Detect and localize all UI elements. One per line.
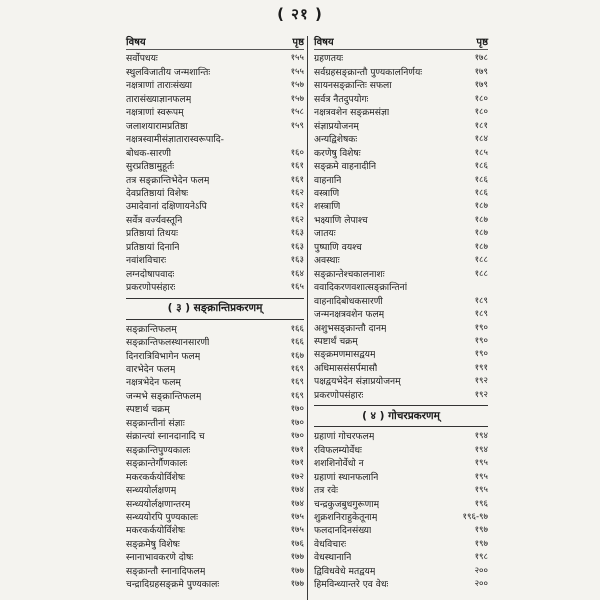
- list-item: [314, 241, 488, 254]
- list-item: [314, 444, 488, 457]
- entry-page: १९०: [474, 335, 488, 346]
- list-item: [314, 348, 488, 361]
- section-heading: ( ४ ) गोचरप्रकरणम्: [314, 405, 488, 427]
- entry-title: उमादेवानां दक्षिणायनेऽपि: [126, 201, 207, 213]
- entry-title: ग्रहाणां गोचरफलम्: [314, 431, 375, 443]
- entry-title: सङ्क्रान्तेश्चकालनाशः: [314, 268, 385, 280]
- entry-page: २००: [474, 579, 488, 590]
- entry-page: १८९: [474, 309, 488, 320]
- list-item: [314, 214, 488, 227]
- list-item: [314, 93, 488, 106]
- list-item: [314, 160, 488, 173]
- list-item: [126, 484, 304, 497]
- entry-title: सुरप्रतिष्ठामुहूर्तः: [126, 161, 175, 173]
- entry-page: १७६: [290, 538, 304, 549]
- entry-page: १७४: [290, 485, 304, 496]
- list-item: [126, 281, 304, 294]
- list-item: [126, 214, 304, 227]
- entry-page: १८९: [474, 295, 488, 306]
- list-item: [126, 106, 304, 119]
- entry-page: १८६: [474, 174, 488, 185]
- entry-title: वाहनानि: [314, 174, 342, 186]
- entry-title: सन्ध्ययोर्लक्षणम्: [126, 485, 177, 497]
- entry-page: १७०: [290, 417, 304, 428]
- entry-page: १६६: [290, 323, 304, 334]
- column-header: [314, 36, 488, 50]
- header-page: पृष्ठ: [476, 37, 488, 48]
- entry-page: १६६: [290, 337, 304, 348]
- entry-title: सङ्क्रान्तौ स्नानादिफलम्: [126, 565, 206, 577]
- entry-list: [314, 52, 488, 402]
- list-item: [126, 457, 304, 470]
- page-number: ( २१ ): [277, 5, 323, 23]
- entry-page: १६३: [290, 255, 304, 266]
- entry-page: १८०: [474, 93, 488, 104]
- entry-list: [314, 430, 488, 591]
- list-item: [314, 457, 488, 470]
- entry-title: पुष्पाणि वयश्च: [314, 241, 362, 253]
- entry-title: स्नानाभावकरणे दोषः: [126, 552, 194, 564]
- entry-title: स्पष्टार्थं चक्रम्: [314, 335, 358, 347]
- entry-page: १९७: [474, 538, 488, 549]
- entry-page: १७७: [290, 552, 304, 563]
- entry-page: १६२: [290, 187, 304, 198]
- entry-title: नक्षत्रभेदेन फलम्: [126, 377, 181, 389]
- entry-title: मकरकर्कयोर्विशेषः: [126, 525, 186, 537]
- entry-page: १९४: [474, 444, 488, 455]
- entry-title: पक्षद्वयभेदेन संज्ञाप्रयोजनम्: [314, 376, 401, 388]
- entry-page: १६९: [290, 377, 304, 388]
- list-item: [126, 498, 304, 511]
- list-item: [126, 268, 304, 281]
- entry-title: वारभेदेन फलम्: [126, 363, 176, 375]
- entry-title: संक्रान्त्यां स्नानदानादि च: [126, 431, 205, 443]
- entry-page: १९०: [474, 349, 488, 360]
- entry-title: ववादिकरणवशात्सङ्क्रान्तिनां: [314, 282, 408, 294]
- entry-page: १८८: [474, 255, 488, 266]
- list-item: [314, 66, 488, 79]
- entry-page: १९६-९७: [462, 511, 488, 522]
- entry-page: १६९: [290, 390, 304, 401]
- list-item: [126, 254, 304, 267]
- list-item: [126, 471, 304, 484]
- list-item: [314, 565, 488, 578]
- list-item: [126, 133, 304, 146]
- entry-title: सङ्क्रमेषु विशेषः: [126, 538, 180, 550]
- entry-page: १८८: [474, 268, 488, 279]
- entry-title: दिनरात्रिविभागेन फलम्: [126, 350, 201, 362]
- entry-title: अशुभसङ्क्रान्तौ दानम्: [314, 322, 387, 334]
- list-item: [126, 323, 304, 336]
- list-item: [126, 376, 304, 389]
- entry-page: १९६: [474, 498, 488, 509]
- entry-title: वस्त्राणि: [314, 187, 340, 199]
- entry-title: सङ्क्रमे वाहनादीनि: [314, 161, 377, 173]
- entry-title: सङ्क्रान्तीनां संज्ञाः: [126, 417, 185, 429]
- entry-page: १७७: [290, 579, 304, 590]
- entry-page: १८६: [474, 187, 488, 198]
- list-item: [126, 403, 304, 416]
- entry-title: भक्ष्याणि लेपाश्च: [314, 214, 368, 226]
- entry-page: १८१: [474, 120, 488, 131]
- entry-title: संज्ञाप्रयोजनम्: [314, 120, 359, 132]
- entry-title: जन्मनक्षत्रवशेन फलम्: [314, 309, 385, 321]
- entry-title: स्पष्टार्थ चक्रम्: [126, 404, 170, 416]
- list-item: [126, 363, 304, 376]
- entry-page: १६१: [290, 174, 304, 185]
- list-item: [314, 174, 488, 187]
- list-item: [314, 200, 488, 213]
- entry-title: प्रतिष्ठायां दिनानि: [126, 241, 180, 253]
- entry-page: १७८: [474, 53, 488, 64]
- list-item: [314, 511, 488, 524]
- entry-title: सङ्क्रमणमासद्वयम्: [314, 349, 376, 361]
- section-heading: ( ३ ) सङ्क्रान्तिप्रकरणम्: [126, 298, 304, 320]
- entry-title: हिमविन्ध्यान्तरे एव वेधः: [314, 579, 389, 591]
- entry-page: १५९: [290, 120, 304, 131]
- entry-title: सङ्क्रान्तेर्गौणकालः: [126, 458, 188, 470]
- list-item: [314, 389, 488, 402]
- list-item: [126, 336, 304, 349]
- list-item: [126, 187, 304, 200]
- entry-page: १९८: [474, 552, 488, 563]
- entry-page: १६९: [290, 363, 304, 374]
- entry-title: वेधविचारः: [314, 538, 347, 550]
- list-item: [314, 484, 488, 497]
- entry-page: १७४: [290, 498, 304, 509]
- list-item: [314, 322, 488, 335]
- list-item: [314, 498, 488, 511]
- entry-title: नक्षत्राणां स्वरूपम्: [126, 107, 184, 119]
- entry-title: नक्षत्रस्वामीसंज्ञातारास्वरूपादि-: [126, 134, 224, 146]
- entry-page: [300, 133, 304, 146]
- list-item: [314, 52, 488, 65]
- list-item: [126, 511, 304, 524]
- entry-page: १८७: [474, 201, 488, 212]
- list-item: [126, 79, 304, 92]
- entry-title: ग्रहणतयः: [314, 53, 344, 65]
- column-header: [126, 36, 304, 50]
- list-item: [314, 538, 488, 551]
- entry-title: नवांशविचारः: [126, 255, 167, 267]
- entry-title: मकरकर्कयोर्विशेषः: [126, 471, 186, 483]
- list-item: [314, 79, 488, 92]
- list-item: [314, 147, 488, 160]
- entry-page: १८७: [474, 214, 488, 225]
- index-column-left: [126, 36, 304, 592]
- entry-page: १७२: [290, 471, 304, 482]
- entry-page: १९५: [474, 458, 488, 469]
- entry-title: सङ्क्रान्तिपुण्यकालः: [126, 444, 191, 456]
- list-item: [126, 578, 304, 591]
- list-item: [126, 551, 304, 564]
- entry-title: प्रकरणोपसंहारः: [314, 389, 364, 401]
- list-item: [314, 551, 488, 564]
- list-item: [314, 308, 488, 321]
- entry-title: सङ्क्रान्तिफलम्: [126, 323, 177, 335]
- entry-title: बोधक-सारणी: [126, 147, 172, 159]
- entry-page: १८७: [474, 241, 488, 252]
- list-item: [126, 350, 304, 363]
- entry-page: १९७: [474, 525, 488, 536]
- list-item: [126, 160, 304, 173]
- list-item: [126, 147, 304, 160]
- entry-title: सङ्क्रान्तिफलस्थानसारणी: [126, 337, 210, 349]
- list-item: [314, 362, 488, 375]
- entry-page: १५५: [290, 66, 304, 77]
- list-item: [314, 268, 488, 281]
- list-item: [126, 417, 304, 430]
- list-item: [126, 93, 304, 106]
- entry-page: १९४: [474, 431, 488, 442]
- list-item: [126, 174, 304, 187]
- entry-page: १९१: [474, 362, 488, 373]
- entry-page: १७०: [290, 431, 304, 442]
- entry-page: १८४: [474, 134, 488, 145]
- entry-page: १९५: [474, 471, 488, 482]
- entry-title: अन्यद्विशेषकः: [314, 134, 358, 146]
- entry-page: १९२: [474, 389, 488, 400]
- list-item: [126, 565, 304, 578]
- entry-title: नक्षत्रवशेन सङ्क्रमसंज्ञा: [314, 107, 390, 119]
- entry-page: १६२: [290, 201, 304, 212]
- list-item: [314, 254, 488, 267]
- list-item: [314, 281, 488, 294]
- entry-page: १९५: [474, 485, 488, 496]
- entry-page: १७९: [474, 66, 488, 77]
- entry-page: १७१: [290, 458, 304, 469]
- entry-page: १९०: [474, 322, 488, 333]
- entry-title: प्रकरणोपसंहारः: [126, 282, 176, 294]
- list-item: [314, 375, 488, 388]
- entry-title: सर्वत्र नैतदुपयोगः: [314, 93, 369, 105]
- entry-title: ग्रहाणां स्थानफलानि: [314, 471, 379, 483]
- entry-page: १९२: [474, 376, 488, 387]
- list-item: [126, 52, 304, 65]
- entry-title: फलदानदिनसंख्या: [314, 525, 372, 537]
- list-item: [314, 524, 488, 537]
- entry-page: १५८: [290, 107, 304, 118]
- list-item: [314, 120, 488, 133]
- entry-page: १५७: [290, 93, 304, 104]
- index-column-right: [314, 36, 488, 592]
- entry-page: १७७: [290, 565, 304, 576]
- entry-page: १७१: [290, 444, 304, 455]
- entry-page: १६४: [290, 268, 304, 279]
- entry-title: शशशिनोर्वेधो न: [314, 458, 364, 470]
- entry-title: तत्र सङ्क्रान्तिभेदेन फलम्: [126, 174, 210, 186]
- list-item: [126, 241, 304, 254]
- entry-list: [126, 52, 304, 294]
- list-item: [126, 227, 304, 240]
- entry-page: १६५: [290, 282, 304, 293]
- entry-title: जन्मभे सङ्क्रान्तिफलम्: [126, 390, 202, 402]
- list-item: [126, 200, 304, 213]
- entry-page: १६१: [290, 161, 304, 172]
- entry-page: १७५: [290, 511, 304, 522]
- entry-page: १६३: [290, 228, 304, 239]
- entry-title: चन्द्रादिग्रहसङ्क्रमे पुण्यकालः: [126, 579, 220, 591]
- entry-title: तारासंख्याज्ञानफलम्: [126, 93, 192, 105]
- header-subject: विषय: [314, 37, 334, 48]
- entry-page: १६०: [290, 147, 304, 158]
- entry-page: १८०: [474, 107, 488, 118]
- entry-title: सन्ध्ययोर्लक्षणान्तरम्: [126, 498, 191, 510]
- entry-title: सर्वोपधयः: [126, 53, 158, 65]
- list-item: [126, 390, 304, 403]
- list-item: [314, 471, 488, 484]
- entry-page: १८७: [474, 228, 488, 239]
- entry-title: नक्षत्राणां ताराःसंख्या: [126, 80, 192, 92]
- list-item: [126, 66, 304, 79]
- list-item: [314, 335, 488, 348]
- entry-title: अधिमाससंसर्पमासौ: [314, 362, 378, 374]
- entry-title: जातयः: [314, 228, 336, 240]
- entry-title: सायनसङ्क्रान्तिः सफला: [314, 80, 392, 92]
- entry-title: स्थुलविजातीय जन्मशान्तिः: [126, 66, 211, 78]
- entry-list: [126, 323, 304, 592]
- entry-page: [484, 281, 488, 294]
- entry-title: जलाशयारामप्रतिष्ठा: [126, 120, 188, 132]
- list-item: [314, 106, 488, 119]
- entry-page: १८५: [474, 147, 488, 158]
- entry-page: १७५: [290, 525, 304, 536]
- entry-page: १६७: [290, 350, 304, 361]
- entry-title: सर्वग्रहसङ्क्रान्तौ पुण्यकालनिर्णयः: [314, 66, 423, 78]
- entry-title: प्रतिष्ठायां तिथयः: [126, 228, 178, 240]
- list-item: [314, 578, 488, 591]
- entry-title: द्विविधवेधे मतद्वयम्: [314, 565, 376, 577]
- entry-page: १५७: [290, 80, 304, 91]
- header-subject: विषय: [126, 37, 146, 48]
- list-item: [314, 430, 488, 443]
- entry-title: सर्वेत्र वर्ज्यवस्तूनि: [126, 214, 183, 226]
- list-item: [126, 430, 304, 443]
- list-item: [314, 227, 488, 240]
- entry-title: शस्त्राणि: [314, 201, 341, 213]
- entry-page: १५५: [290, 53, 304, 64]
- entry-page: १७९: [474, 80, 488, 91]
- entry-page: १८६: [474, 161, 488, 172]
- entry-page: १७०: [290, 404, 304, 415]
- entry-title: तत्र रवेः: [314, 485, 338, 497]
- entry-title: लग्नदोषापवादः: [126, 268, 175, 280]
- list-item: [314, 133, 488, 146]
- entry-title: अवस्थाः: [314, 255, 340, 267]
- list-item: [314, 187, 488, 200]
- list-item: [126, 524, 304, 537]
- entry-title: चन्द्रकुजबुधगुरूणाम्: [314, 498, 380, 510]
- entry-title: देवप्रतिष्ठायां विशेषः: [126, 187, 189, 199]
- entry-page: २००: [474, 565, 488, 576]
- entry-page: १६३: [290, 241, 304, 252]
- entry-title: वेधस्थानानि: [314, 552, 352, 564]
- entry-page: १६२: [290, 214, 304, 225]
- entry-title: रविफलम्योर्वेधः: [314, 444, 362, 456]
- entry-title: वाहनादिबोधकसारणी: [314, 295, 383, 307]
- list-item: [126, 538, 304, 551]
- list-item: [126, 444, 304, 457]
- entry-title: सन्ध्ययोरपि पुण्यकालः: [126, 511, 198, 523]
- list-item: [126, 120, 304, 133]
- header-page: पृष्ठ: [292, 37, 304, 48]
- column-divider: [307, 36, 308, 600]
- entry-title: शुक्रशनिराहुकेतूनाम्: [314, 511, 378, 523]
- entry-title: करणेषु विशेषः: [314, 147, 361, 159]
- list-item: [314, 295, 488, 308]
